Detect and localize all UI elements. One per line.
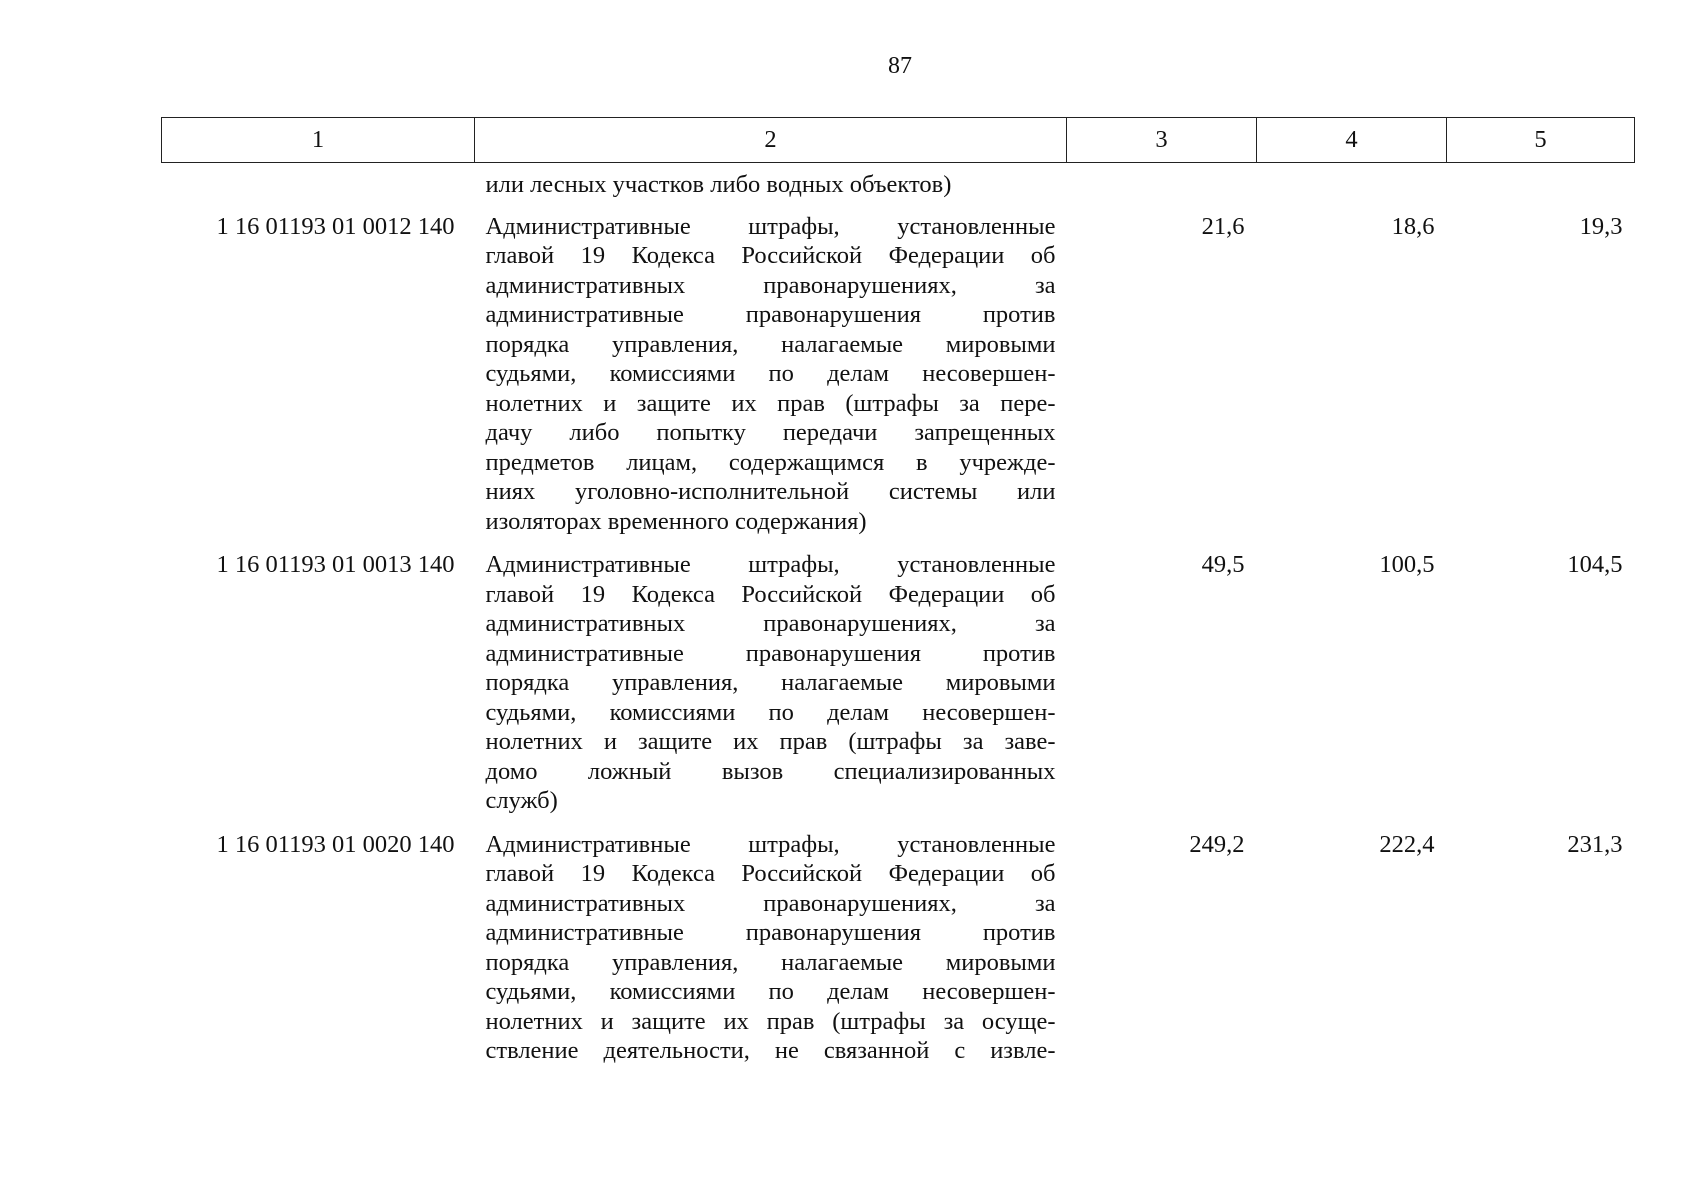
budget-code: 1 16 01193 01 0013 140 xyxy=(216,551,455,578)
description-line: изоляторах временного содержания) xyxy=(485,507,867,535)
description-line: административных правонарушениях, за xyxy=(485,271,1056,299)
continuation-col3 xyxy=(1067,163,1257,212)
description-line: главой 19 Кодекса Российской Федерации об xyxy=(485,860,1056,887)
description-line: судьями, комиссиями по делам несовершен- xyxy=(485,360,1056,387)
column-header-2: 2 xyxy=(475,118,1067,163)
value-col4: 18,6 xyxy=(1391,212,1435,240)
row-description xyxy=(475,550,1067,830)
description-line: служб) xyxy=(485,787,558,814)
table-row xyxy=(162,212,1635,551)
row-description xyxy=(475,830,1067,1080)
value-col5: 19,3 xyxy=(1579,212,1623,240)
description-line: административных правонарушениях, за xyxy=(485,610,1056,637)
continuation-code-cell xyxy=(162,163,475,212)
continuation-col5 xyxy=(1447,163,1635,212)
continuation-col4 xyxy=(1257,163,1447,212)
value-col3: 49,5 xyxy=(1201,551,1245,578)
value-col5: 104,5 xyxy=(1567,551,1623,578)
budget-code: 1 16 01193 01 0020 140 xyxy=(216,830,455,858)
value-col4: 100,5 xyxy=(1379,551,1435,578)
description-line: Административные штрафы, установленные xyxy=(485,830,1056,858)
continuation-row xyxy=(162,163,1635,212)
description-line: порядка управления, налагаемые мировыми xyxy=(485,948,1056,976)
description-line: дачу либо попытку передачи запрещенных xyxy=(485,419,1056,446)
description-line: административные правонарушения против xyxy=(485,301,1056,328)
description-line: главой 19 Кодекса Российской Федерации об xyxy=(485,242,1056,269)
value-col3: 21,6 xyxy=(1201,212,1245,240)
description-line: главой 19 Кодекса Российской Федерации об xyxy=(485,580,1056,608)
value-col3: 249,2 xyxy=(1189,830,1245,858)
description-line: Административные штрафы, установленные xyxy=(485,212,1056,240)
table-header-row xyxy=(162,118,1635,163)
table-row xyxy=(162,550,1635,830)
description-line: домо ложный вызов специализированных xyxy=(485,757,1056,785)
budget-table xyxy=(161,117,1635,1080)
page-number: 87 xyxy=(888,53,912,79)
description-line: или лесных участков либо водных объектов) xyxy=(485,171,952,198)
description-line: ствление деятельности, не связанной с извле- xyxy=(485,1037,1056,1064)
column-header-5: 5 xyxy=(1447,118,1635,163)
description-line: нолетних и защите их прав (штрафы за пере- xyxy=(485,389,1056,417)
column-header-3: 3 xyxy=(1067,118,1257,163)
description-line: административных правонарушениях, за xyxy=(485,889,1056,917)
description-line: ниях уголовно-исполнительной системы или xyxy=(485,478,1056,505)
description-line: нолетних и защите их прав (штрафы за осуще- xyxy=(485,1007,1056,1035)
value-col5: 231,3 xyxy=(1567,830,1623,858)
continuation-description xyxy=(475,163,1067,212)
column-header-1: 1 xyxy=(162,118,475,163)
description-line: нолетних и защите их прав (штрафы за заве- xyxy=(485,728,1056,755)
budget-code: 1 16 01193 01 0012 140 xyxy=(216,212,455,240)
description-line: административные правонарушения против xyxy=(485,639,1056,667)
description-line: судьями, комиссиями по делам несовершен- xyxy=(485,978,1056,1005)
table-row xyxy=(162,830,1635,1080)
column-header-4: 4 xyxy=(1257,118,1447,163)
description-line: судьями, комиссиями по делам несовершен- xyxy=(485,698,1056,726)
description-line: порядка управления, налагаемые мировыми xyxy=(485,669,1056,696)
description-line: Административные штрафы, установленные xyxy=(485,551,1056,578)
description-line: административные правонарушения против xyxy=(485,919,1056,946)
description-line: предметов лицам, содержащимся в учрежде- xyxy=(485,448,1056,476)
row-description xyxy=(475,212,1067,551)
description-line: порядка управления, налагаемые мировыми xyxy=(485,330,1056,358)
value-col4: 222,4 xyxy=(1379,830,1435,858)
